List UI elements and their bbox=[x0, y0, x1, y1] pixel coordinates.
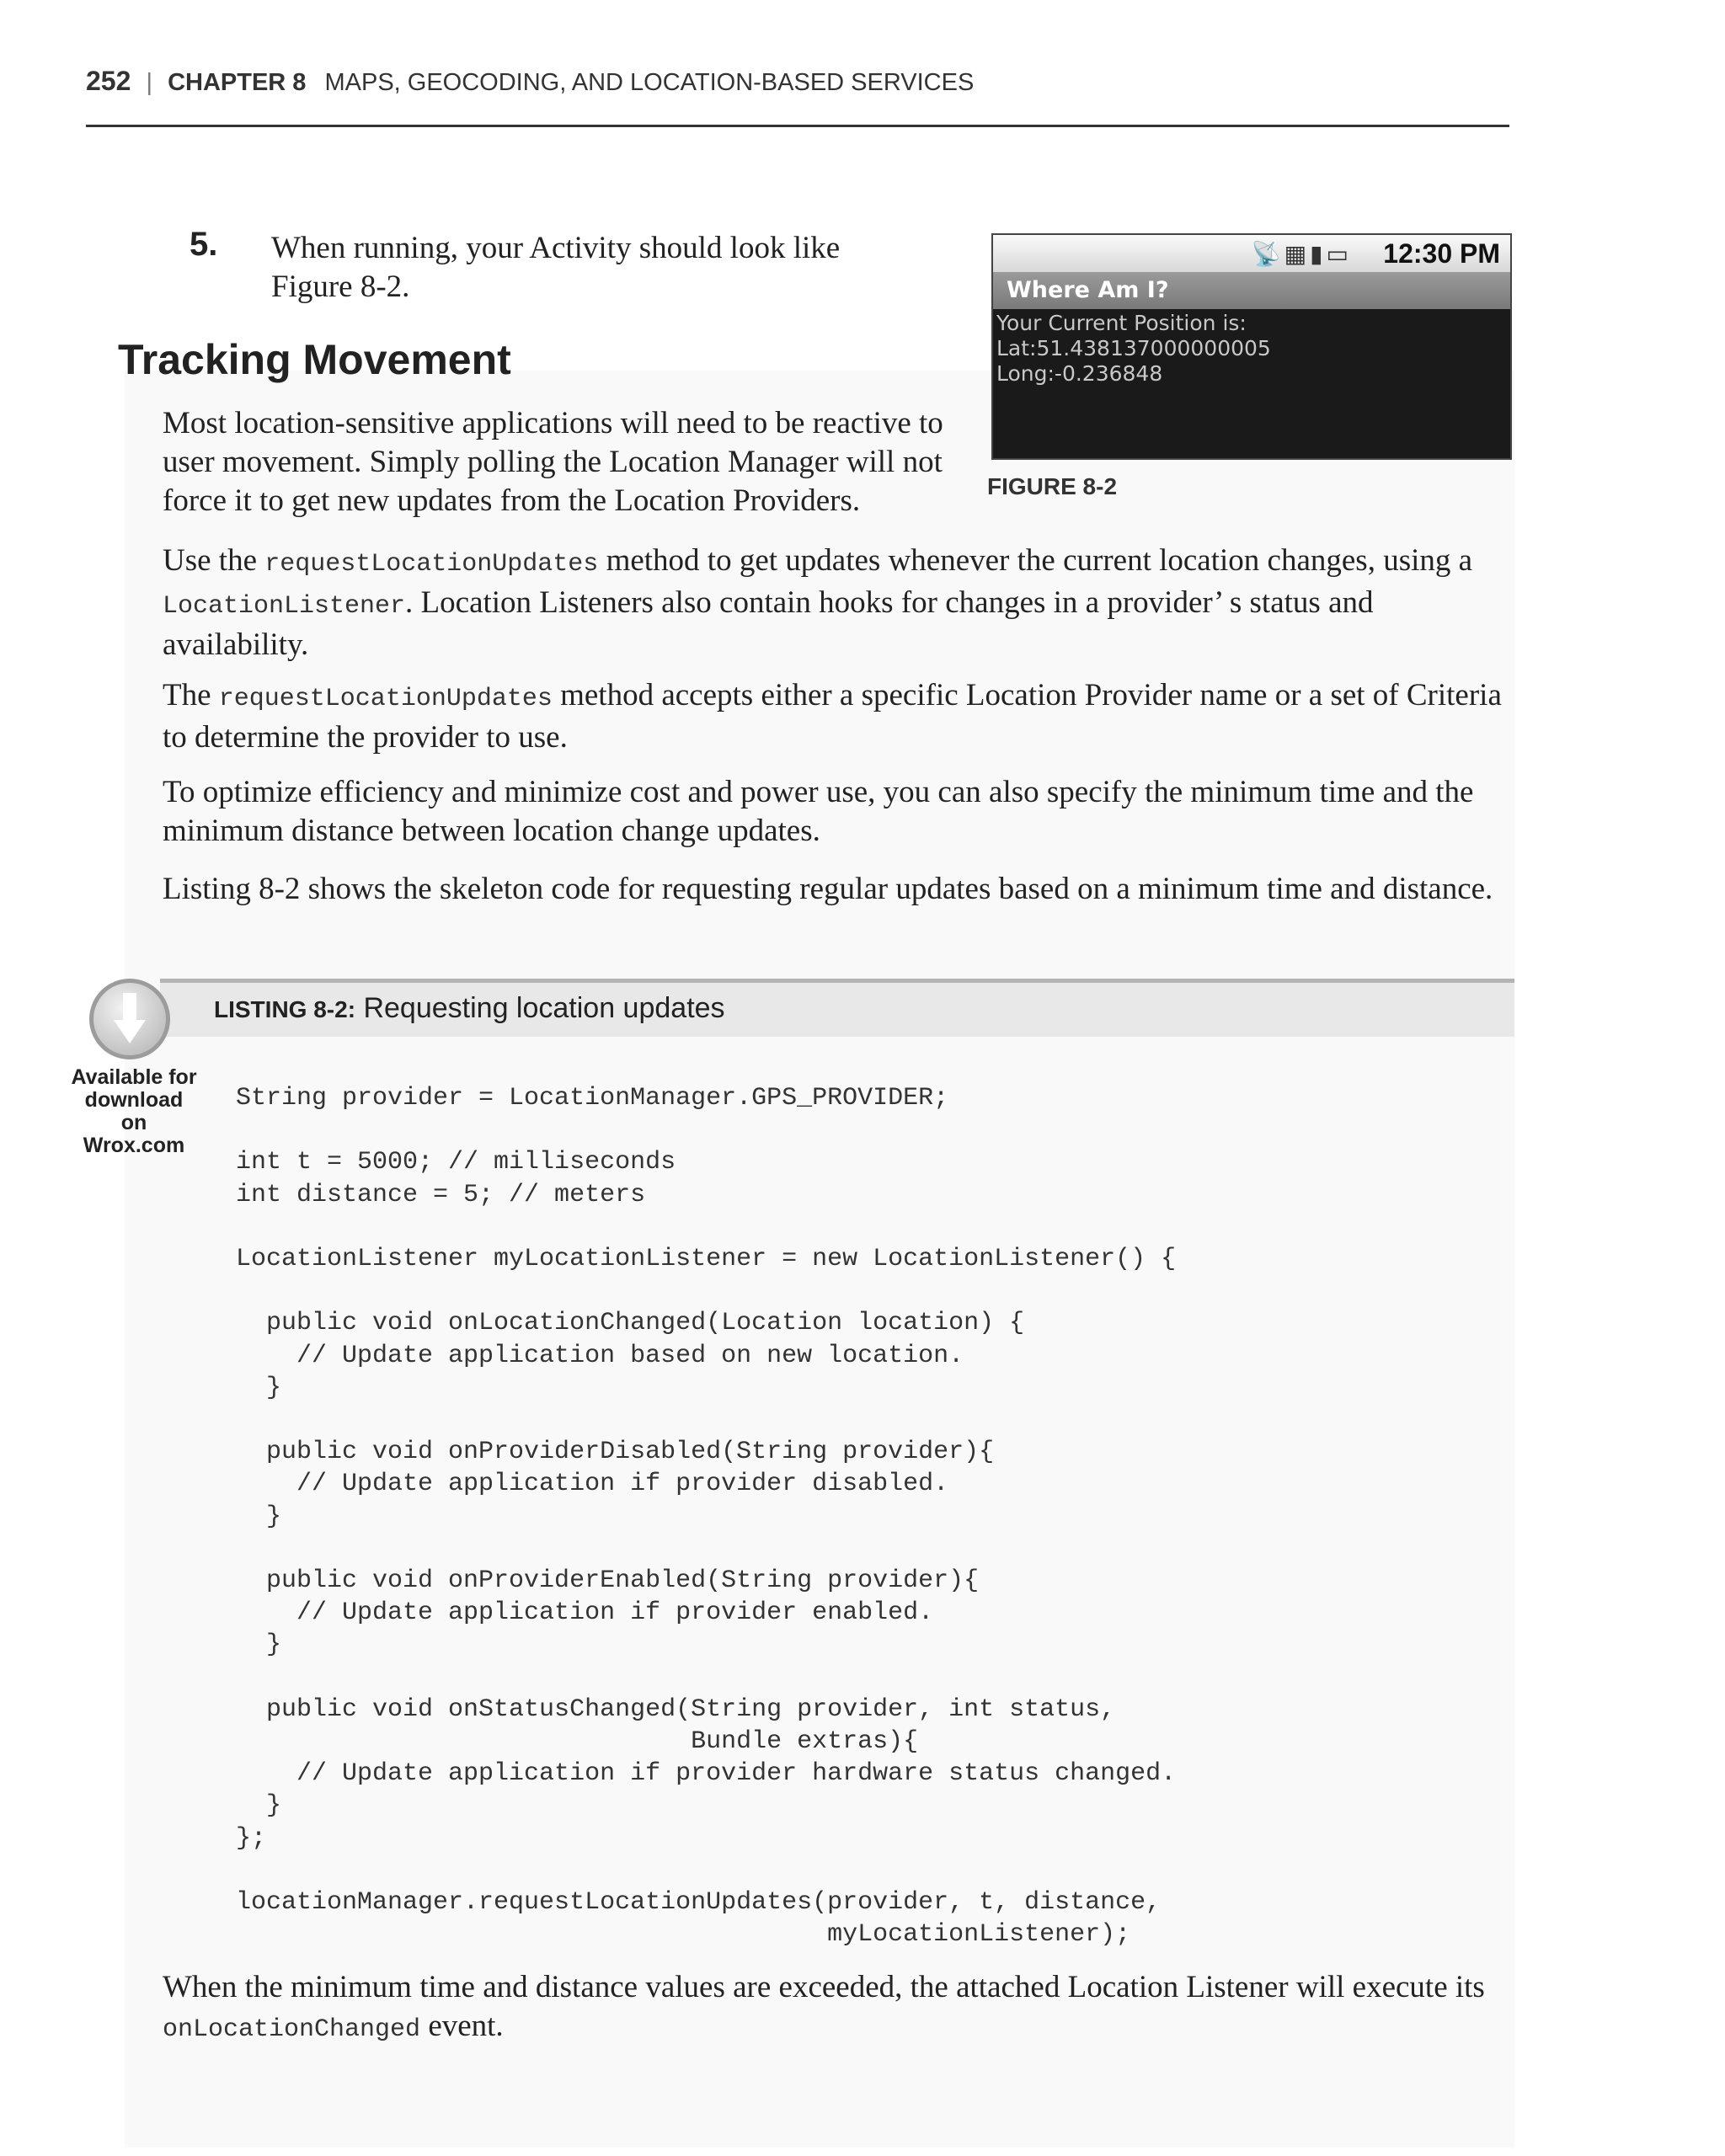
step-number: 5. bbox=[190, 226, 218, 263]
signal-icon: ▮ bbox=[1310, 240, 1327, 268]
running-header bbox=[86, 66, 974, 97]
page-number: 252 bbox=[86, 66, 131, 96]
inline-code: LocationListener bbox=[163, 592, 406, 621]
chapter-title: MAPS, GEOCODING, AND LOCATION-BASED SERVICES bbox=[324, 69, 975, 96]
listing-caption: Requesting location updates bbox=[363, 992, 725, 1024]
status-bar bbox=[993, 235, 1510, 272]
section-heading: Tracking Movement bbox=[118, 336, 511, 383]
listing-label: LISTING 8-2: bbox=[214, 996, 356, 1022]
inline-code: onLocationChanged bbox=[163, 2015, 421, 2044]
longitude-text: Long:-0.236848 bbox=[996, 361, 1163, 386]
inline-code: requestLocationUpdates bbox=[218, 685, 553, 713]
download-icon[interactable] bbox=[89, 979, 170, 1059]
paragraph-conclusion: When the minimum time and distance values are exceeded, the attached Location Listener will execute its onLocationChanged event. bbox=[163, 1970, 1485, 2044]
inline-code: requestLocationUpdates bbox=[264, 550, 599, 579]
listing-title bbox=[214, 992, 725, 1025]
figure-caption: FIGURE 8-2 bbox=[987, 473, 1118, 499]
paragraph-request-updates: Use the requestLocationUpdates method to get updates whenever the current location changes, using a LocationListener. Location Listeners also contain hooks for changes in a provider’ s status and availability. bbox=[163, 543, 1473, 662]
arrow-down-icon bbox=[114, 993, 146, 1045]
app-title-bar: Where Am I? bbox=[993, 272, 1510, 309]
app-content bbox=[993, 309, 1510, 388]
figure-screenshot bbox=[991, 233, 1512, 460]
header-rule bbox=[86, 125, 1509, 127]
battery-icon: ▭ bbox=[1326, 240, 1352, 268]
latitude-text: Lat:51.438137000000005 bbox=[996, 336, 1271, 360]
network-g-icon: ▦ bbox=[1284, 240, 1311, 268]
step-text: When running, your Activity should look like Figure 8-2. bbox=[271, 231, 841, 304]
status-time: 12:30 PM bbox=[1383, 238, 1500, 269]
paragraph-listing-intro: Listing 8-2 shows the skeleton code for requesting regular updates based on a minimum time and distance. bbox=[163, 872, 1493, 906]
chapter-label: CHAPTER 8 bbox=[168, 69, 307, 96]
download-note[interactable]: Available for download on Wrox.com bbox=[71, 1065, 197, 1157]
status-icons bbox=[1252, 240, 1352, 268]
code-listing: String provider = LocationManager.GPS_PROVIDER; int t = 5000; // milliseconds int distance = 5; // meters LocationListener myLocationListener = new LocationListener() { public void onLocationChanged(Location location) { // Update application based on new location. } public void onProviderDisabled(String provider){ // Update application if provider disabled. } public void onProviderEnabled(String provider){ // Update application if provider enabled. } public void onStatusChanged(String provider, int status, Bundle extras){ // Update application if provider hardware status changed. } }; locationManager.requestLocationUpdates(provider, t, distance, myLocationListener); bbox=[236, 1084, 1177, 1950]
paragraph-intro: Most location-sensitive applications will need to be reactive to user movement. Simply polling the Location Manager will not force it to get new updates from the Location Providers. bbox=[163, 406, 943, 518]
gps-icon: 📡 bbox=[1251, 240, 1284, 268]
paragraph-provider: The requestLocationUpdates method accepts either a specific Location Provider name or a set of Criteria to determine the provider to use. bbox=[163, 678, 1502, 755]
position-label: Your Current Position is: bbox=[996, 311, 1247, 335]
paragraph-optimize: To optimize efficiency and minimize cost and power use, you can also specify the minimum time and the minimum distance between location change updates. bbox=[163, 775, 1474, 848]
header-separator: | bbox=[146, 69, 152, 96]
